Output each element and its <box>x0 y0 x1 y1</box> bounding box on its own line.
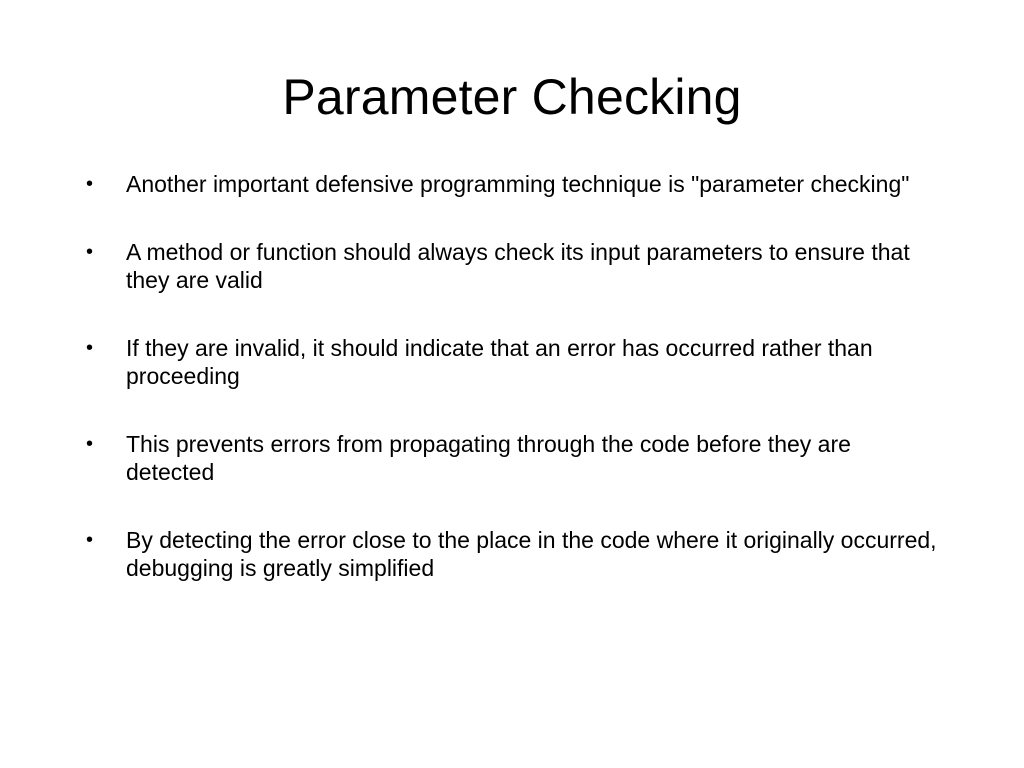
bullet-text: A method or function should always check its input parameters to ensure that they are valid <box>126 239 910 293</box>
bullet-text: By detecting the error close to the place in the code where it originally occurred, debugging is greatly simplified <box>126 527 937 581</box>
bullet-icon: • <box>86 337 94 359</box>
list-item <box>84 238 944 294</box>
list-item <box>84 334 944 390</box>
bullet-text: If they are invalid, it should indicate that an error has occurred rather than proceeding <box>126 335 873 389</box>
bullet-icon: • <box>86 241 94 263</box>
bullet-icon: • <box>86 433 94 455</box>
bullet-icon: • <box>86 529 94 551</box>
bullet-text: Another important defensive programming technique is "parameter checking" <box>126 171 910 197</box>
list-item <box>84 430 944 486</box>
list-item <box>84 170 944 198</box>
list-item <box>84 526 944 582</box>
bullet-text: This prevents errors from propagating through the code before they are detected <box>126 431 851 485</box>
bullet-list <box>84 170 944 622</box>
bullet-icon: • <box>86 173 94 195</box>
slide-title: Parameter Checking <box>282 69 742 125</box>
